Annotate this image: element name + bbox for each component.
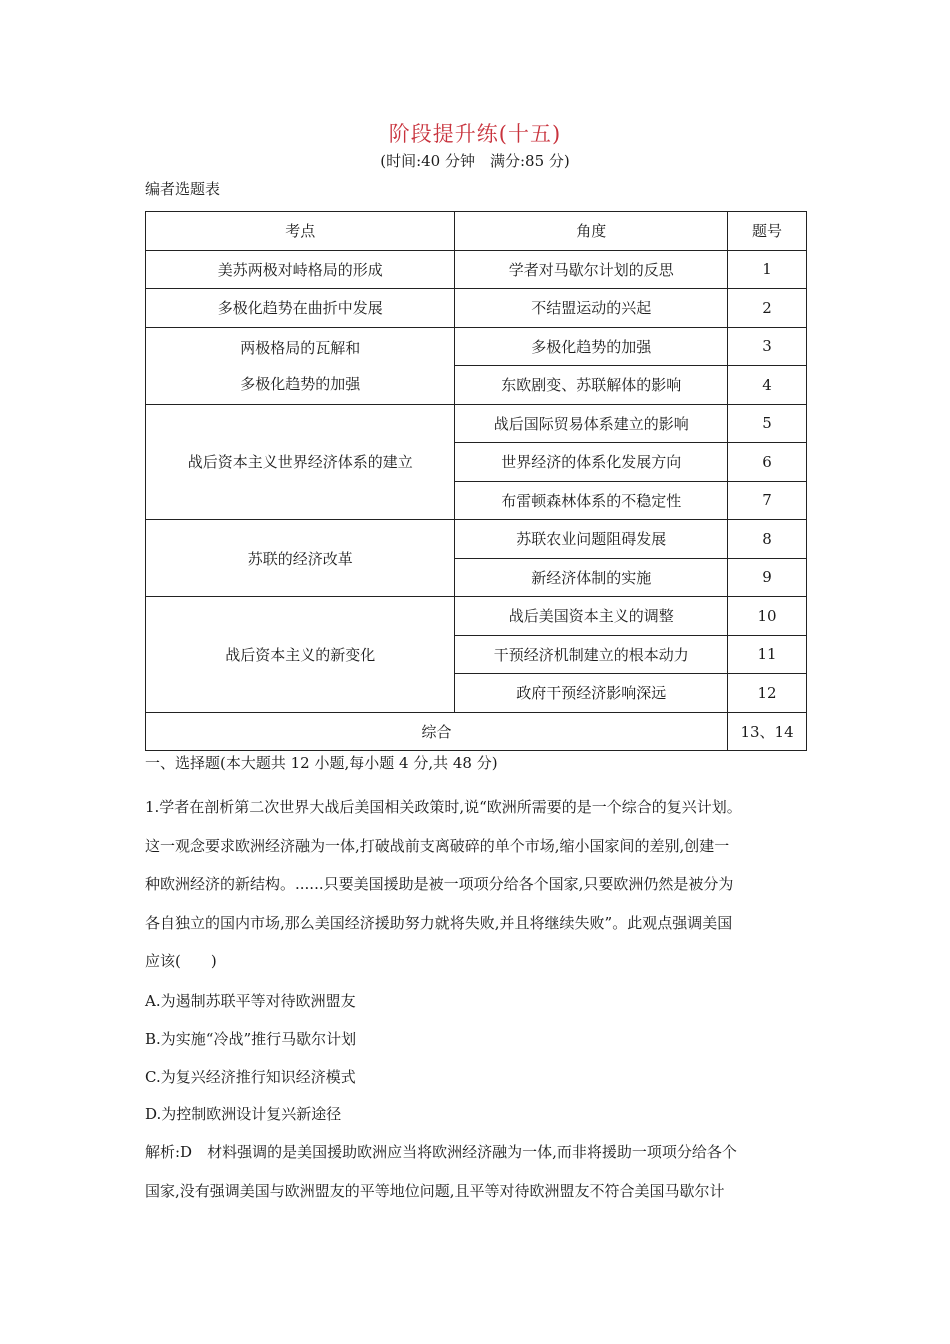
table-row: [146, 250, 807, 289]
topic-cell: 多极化趋势在曲折中发展: [146, 289, 455, 328]
number-cell: 5: [728, 404, 807, 443]
number-cell: 11: [728, 635, 807, 674]
option-a: A.为遏制苏联平等对待欧洲盟友: [145, 992, 356, 1010]
angle-cell: 政府干预经济影响深远: [455, 674, 728, 713]
table-summary-row: [146, 712, 807, 751]
table-row: [146, 597, 807, 636]
table-row: [146, 327, 807, 366]
table-row: [146, 404, 807, 443]
table-caption: 编者选题表: [145, 180, 221, 198]
number-cell: 3: [728, 327, 807, 366]
number-cell: 4: [728, 366, 807, 405]
question-stem: [145, 788, 815, 981]
page-subtitle: (时间:40 分钟 满分:85 分): [380, 152, 570, 170]
angle-cell: 学者对马歇尔计划的反思: [455, 250, 728, 289]
angle-cell: 不结盟运动的兴起: [455, 289, 728, 328]
section-heading: 一、选择题(本大题共 12 小题,每小题 4 分,共 48 分): [145, 754, 498, 772]
angle-cell: 多极化趋势的加强: [455, 327, 728, 366]
stem-line: 种欧洲经济的新结构。......只要美国援助是被一项项分给各个国家,只要欧洲仍然是被分为: [145, 875, 734, 893]
stem-line: 各自独立的国内市场,那么美国经济援助努力就将失败,并且将继续失败”。此观点强调美国: [145, 913, 733, 932]
number-cell: 6: [728, 443, 807, 482]
number-cell: 8: [728, 520, 807, 559]
topic-cell: 战后资本主义世界经济体系的建立: [146, 404, 455, 520]
table-row: [146, 520, 807, 559]
angle-cell: 干预经济机制建立的根本动力: [455, 635, 728, 674]
topic-line: 两极格局的瓦解和: [240, 338, 361, 357]
stem-line: 这一观念要求欧洲经济融为一体,打破战前支离破碎的单个市场,缩小国家间的差别,创建一: [145, 836, 730, 855]
angle-cell: 战后美国资本主义的调整: [455, 597, 728, 636]
stem-line: 应该( ): [145, 952, 217, 970]
topic-cell: 苏联的经济改革: [146, 520, 455, 597]
stem-line: 1.学者在剖析第二次世界大战后美国相关政策时,说“欧洲所需要的是一个综合的复兴计划。: [145, 798, 742, 816]
topic-cell: 战后资本主义的新变化: [146, 597, 455, 713]
answer-analysis: [145, 1133, 815, 1210]
number-cell: 7: [728, 481, 807, 520]
analysis-line: 国家,没有强调美国与欧洲盟友的平等地位问题,且平等对待欧洲盟友不符合美国马歇尔计: [145, 1181, 725, 1200]
number-cell: 12: [728, 674, 807, 713]
header-number: 题号: [728, 212, 807, 251]
number-cell: 9: [728, 558, 807, 597]
analysis-line: 解析:D 材料强调的是美国援助欧洲应当将欧洲经济融为一体,而非将援助一项项分给各个: [145, 1143, 737, 1161]
table-row: [146, 289, 807, 328]
topic-cell: [146, 327, 455, 404]
number-cell: 10: [728, 597, 807, 636]
page-title: 阶段提升练(十五): [388, 122, 562, 146]
angle-cell: 新经济体制的实施: [455, 558, 728, 597]
angle-cell: 东欧剧变、苏联解体的影响: [455, 366, 728, 405]
angle-cell: 苏联农业问题阻碍发展: [455, 520, 728, 559]
topic-table: [145, 211, 807, 751]
number-cell: 2: [728, 289, 807, 328]
option-d: D.为控制欧洲设计复兴新途径: [145, 1105, 342, 1123]
topic-cell: 美苏两极对峙格局的形成: [146, 250, 455, 289]
angle-cell: 战后国际贸易体系建立的影响: [455, 404, 728, 443]
header-angle: 角度: [455, 212, 728, 251]
summary-number: 13、14: [728, 712, 807, 751]
option-b: B.为实施“冷战”推行马歇尔计划: [145, 1030, 357, 1048]
angle-cell: 布雷顿森林体系的不稳定性: [455, 481, 728, 520]
table-header-row: [146, 212, 807, 251]
number-cell: 1: [728, 250, 807, 289]
topic-line: 多极化趋势的加强: [240, 374, 361, 393]
header-topic: 考点: [146, 212, 455, 251]
summary-label: 综合: [146, 712, 728, 751]
angle-cell: 世界经济的体系化发展方向: [455, 443, 728, 482]
option-c: C.为复兴经济推行知识经济模式: [145, 1068, 356, 1086]
